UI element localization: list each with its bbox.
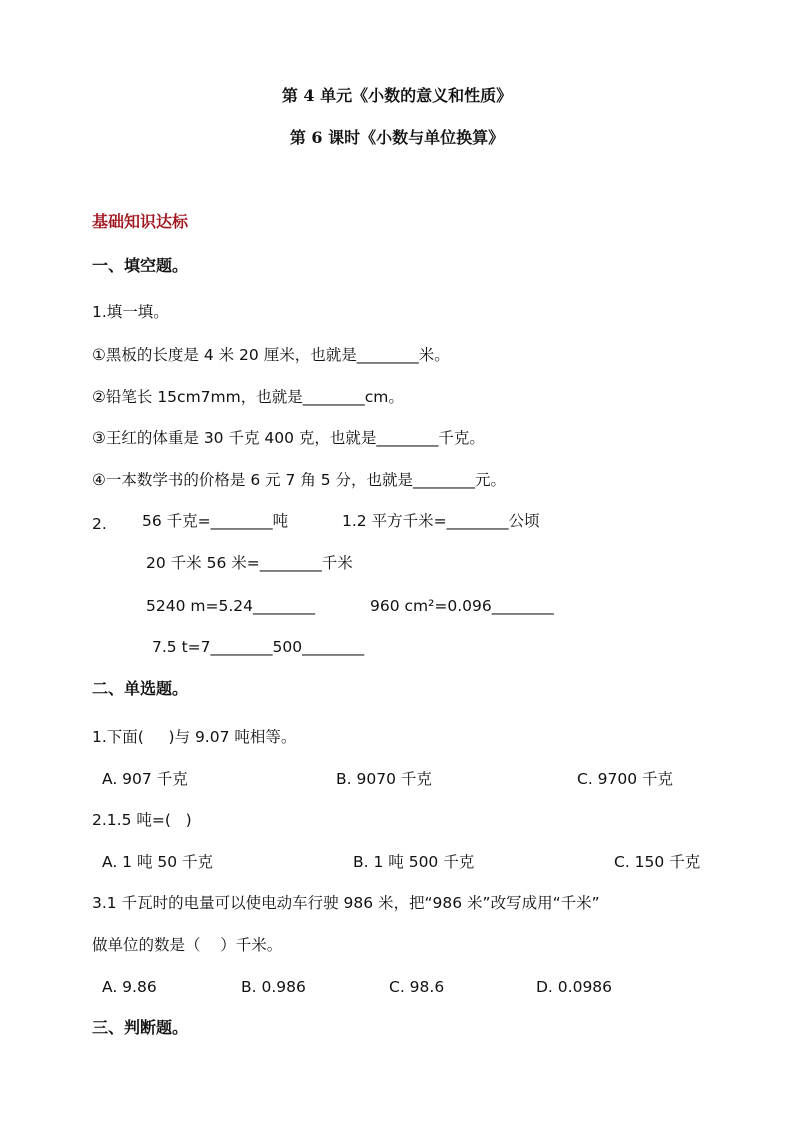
q2-item-e: 960 cm²=0.096________ [370,597,554,615]
mc3-option-d: D. 0.0986 [536,978,613,996]
q1-item-2: ②铅笔长 15cm7mm，也就是________cm。 [92,388,404,406]
q2-item-c: 20 千米 56 米=________千米 [146,554,353,572]
mc2-option-b: B. 1 吨 500 千克 [353,853,475,871]
mc3-option-c: C. 98.6 [389,978,445,996]
q1-item-1: ①黑板的长度是 4 米 20 厘米，也就是________米。 [92,346,450,364]
part1-heading: 一、填空题。 [92,256,189,275]
mc3-option-b: B. 0.986 [241,978,306,996]
q2-item-b: 1.2 平方千米=________公顷 [342,512,540,530]
mc2-option-c: C. 150 千克 [614,853,701,871]
part3-heading: 三、判断题。 [92,1018,189,1037]
part2-heading: 二、单选题。 [92,679,189,698]
q2-item-f: 7.5 t=7________500________ [152,638,365,656]
mc1-stem: 1.下面( )与 9.07 吨相等。 [92,728,297,746]
q2-item-a: 56 千克=________吨 [142,512,289,530]
mc3-stem-line-2: 做单位的数是（ ）千米。 [92,936,283,954]
mc2-option-a: A. 1 吨 50 千克 [102,853,214,871]
mc1-option-a: A. 907 千克 [102,770,188,788]
q1-intro: 1.填一填。 [92,303,169,321]
mc1-option-c: C. 9700 千克 [577,770,674,788]
q1-item-3: ③王红的体重是 30 千克 400 克，也就是________千克。 [92,429,485,447]
mc2-stem: 2.1.5 吨=( ) [92,811,192,829]
q2-number: 2. [92,515,107,533]
mc1-option-b: B. 9070 千克 [336,770,432,788]
mc3-stem-line-1: 3.1 千瓦时的电量可以使电动车行驶 986 米，把“986 米”改写成用“千米” [92,894,600,912]
page-subtitle: 第 6 课时《小数与单位换算》 [289,128,505,147]
page-title: 第 4 单元《小数的意义和性质》 [281,86,513,105]
section-label: 基础知识达标 [92,212,189,231]
q1-item-4: ④一本数学书的价格是 6 元 7 角 5 分，也就是________元。 [92,471,507,489]
q2-item-d: 5240 m=5.24________ [146,597,315,615]
mc3-option-a: A. 9.86 [102,978,157,996]
